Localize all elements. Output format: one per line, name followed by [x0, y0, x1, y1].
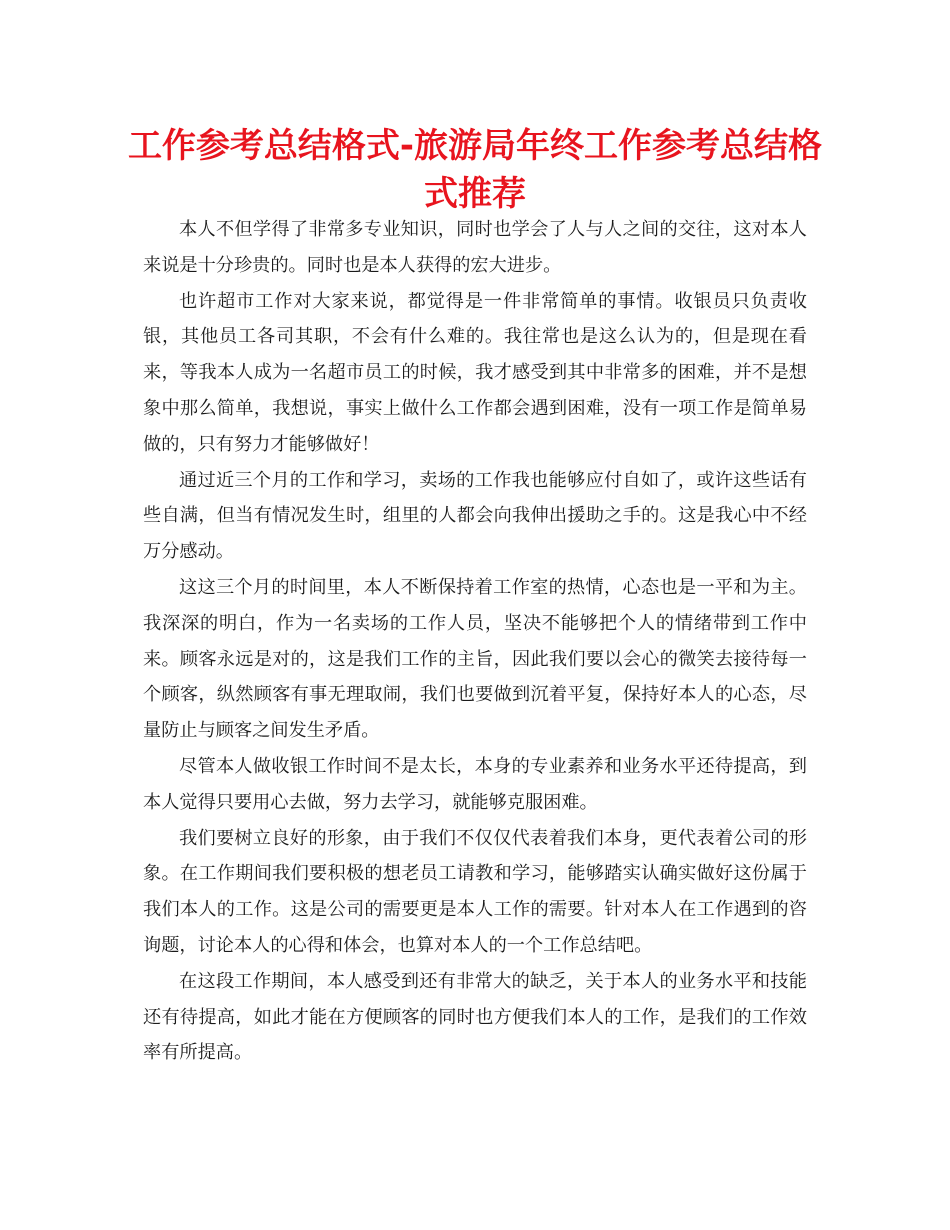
body-paragraph: 我们要树立良好的形象，由于我们不仅仅代表着我们本身，更代表着公司的形象。在工作期间我们要积极的想老员工请教和学习，能够踏实认确实做好这份属于我们本人的工作。这是公司的需要更是本人工作的需要。针对本人在工作遇到的咨询题，讨论本人的心得和体会，也算对本人的一个工作总结吧。: [143, 827, 807, 956]
body-paragraph: 这这三个月的时间里，本人不断保持着工作室的热情，心态也是一平和为主。我深深的明白，作为一名卖场的工作人员，坚决不能够把个人的情绪带到工作中来。顾客永远是对的，这是我们工作的主旨，因此我们要以会心的微笑去接待每一个顾客，纵然顾客有事无理取闹，我们也要做到沉着平复，保持好本人的心态，尽量防止与顾客之间发生矛盾。: [143, 576, 807, 742]
body-paragraph: 也许超市工作对大家来说，都觉得是一件非常简单的事情。收银员只负责收银，其他员工各司其职，不会有什么难的。我往常也是这么认为的，但是现在看来，等我本人成为一名超市员工的时候，我才感受到其中非常多的困难，并不是想象中那么简单，我想说，事实上做什么工作都会遇到困难，没有一项工作是简单易做的，只有努力才能够做好！: [143, 290, 807, 455]
body-paragraph: 通过近三个月的工作和学习，卖场的工作我也能够应付自如了，或许这些话有些自满，但当有情况发生时，组里的人都会向我伸出援助之手的。这是我心中不经万分感动。: [143, 469, 807, 563]
body-paragraph: 在这段工作期间，本人感受到还有非常大的缺乏，关于本人的业务水平和技能还有待提高，如此才能在方便顾客的同时也方便我们本人的工作，是我们的工作效率有所提高。: [143, 970, 807, 1064]
body-paragraph: 本人不但学得了非常多专业知识，同时也学会了人与人之间的交往，这对本人来说是十分珍贵的。同时也是本人获得的宏大进步。: [143, 219, 807, 276]
document-body: [143, 212, 807, 1071]
body-paragraph: 尽管本人做收银工作时间不是太长，本身的专业素养和业务水平还待提高，到本人觉得只要用心去做，努力去学习，就能够克服困难。: [143, 755, 807, 813]
document-title: 工作参考总结格式-旅游局年终工作参考总结格式推荐: [127, 126, 823, 214]
